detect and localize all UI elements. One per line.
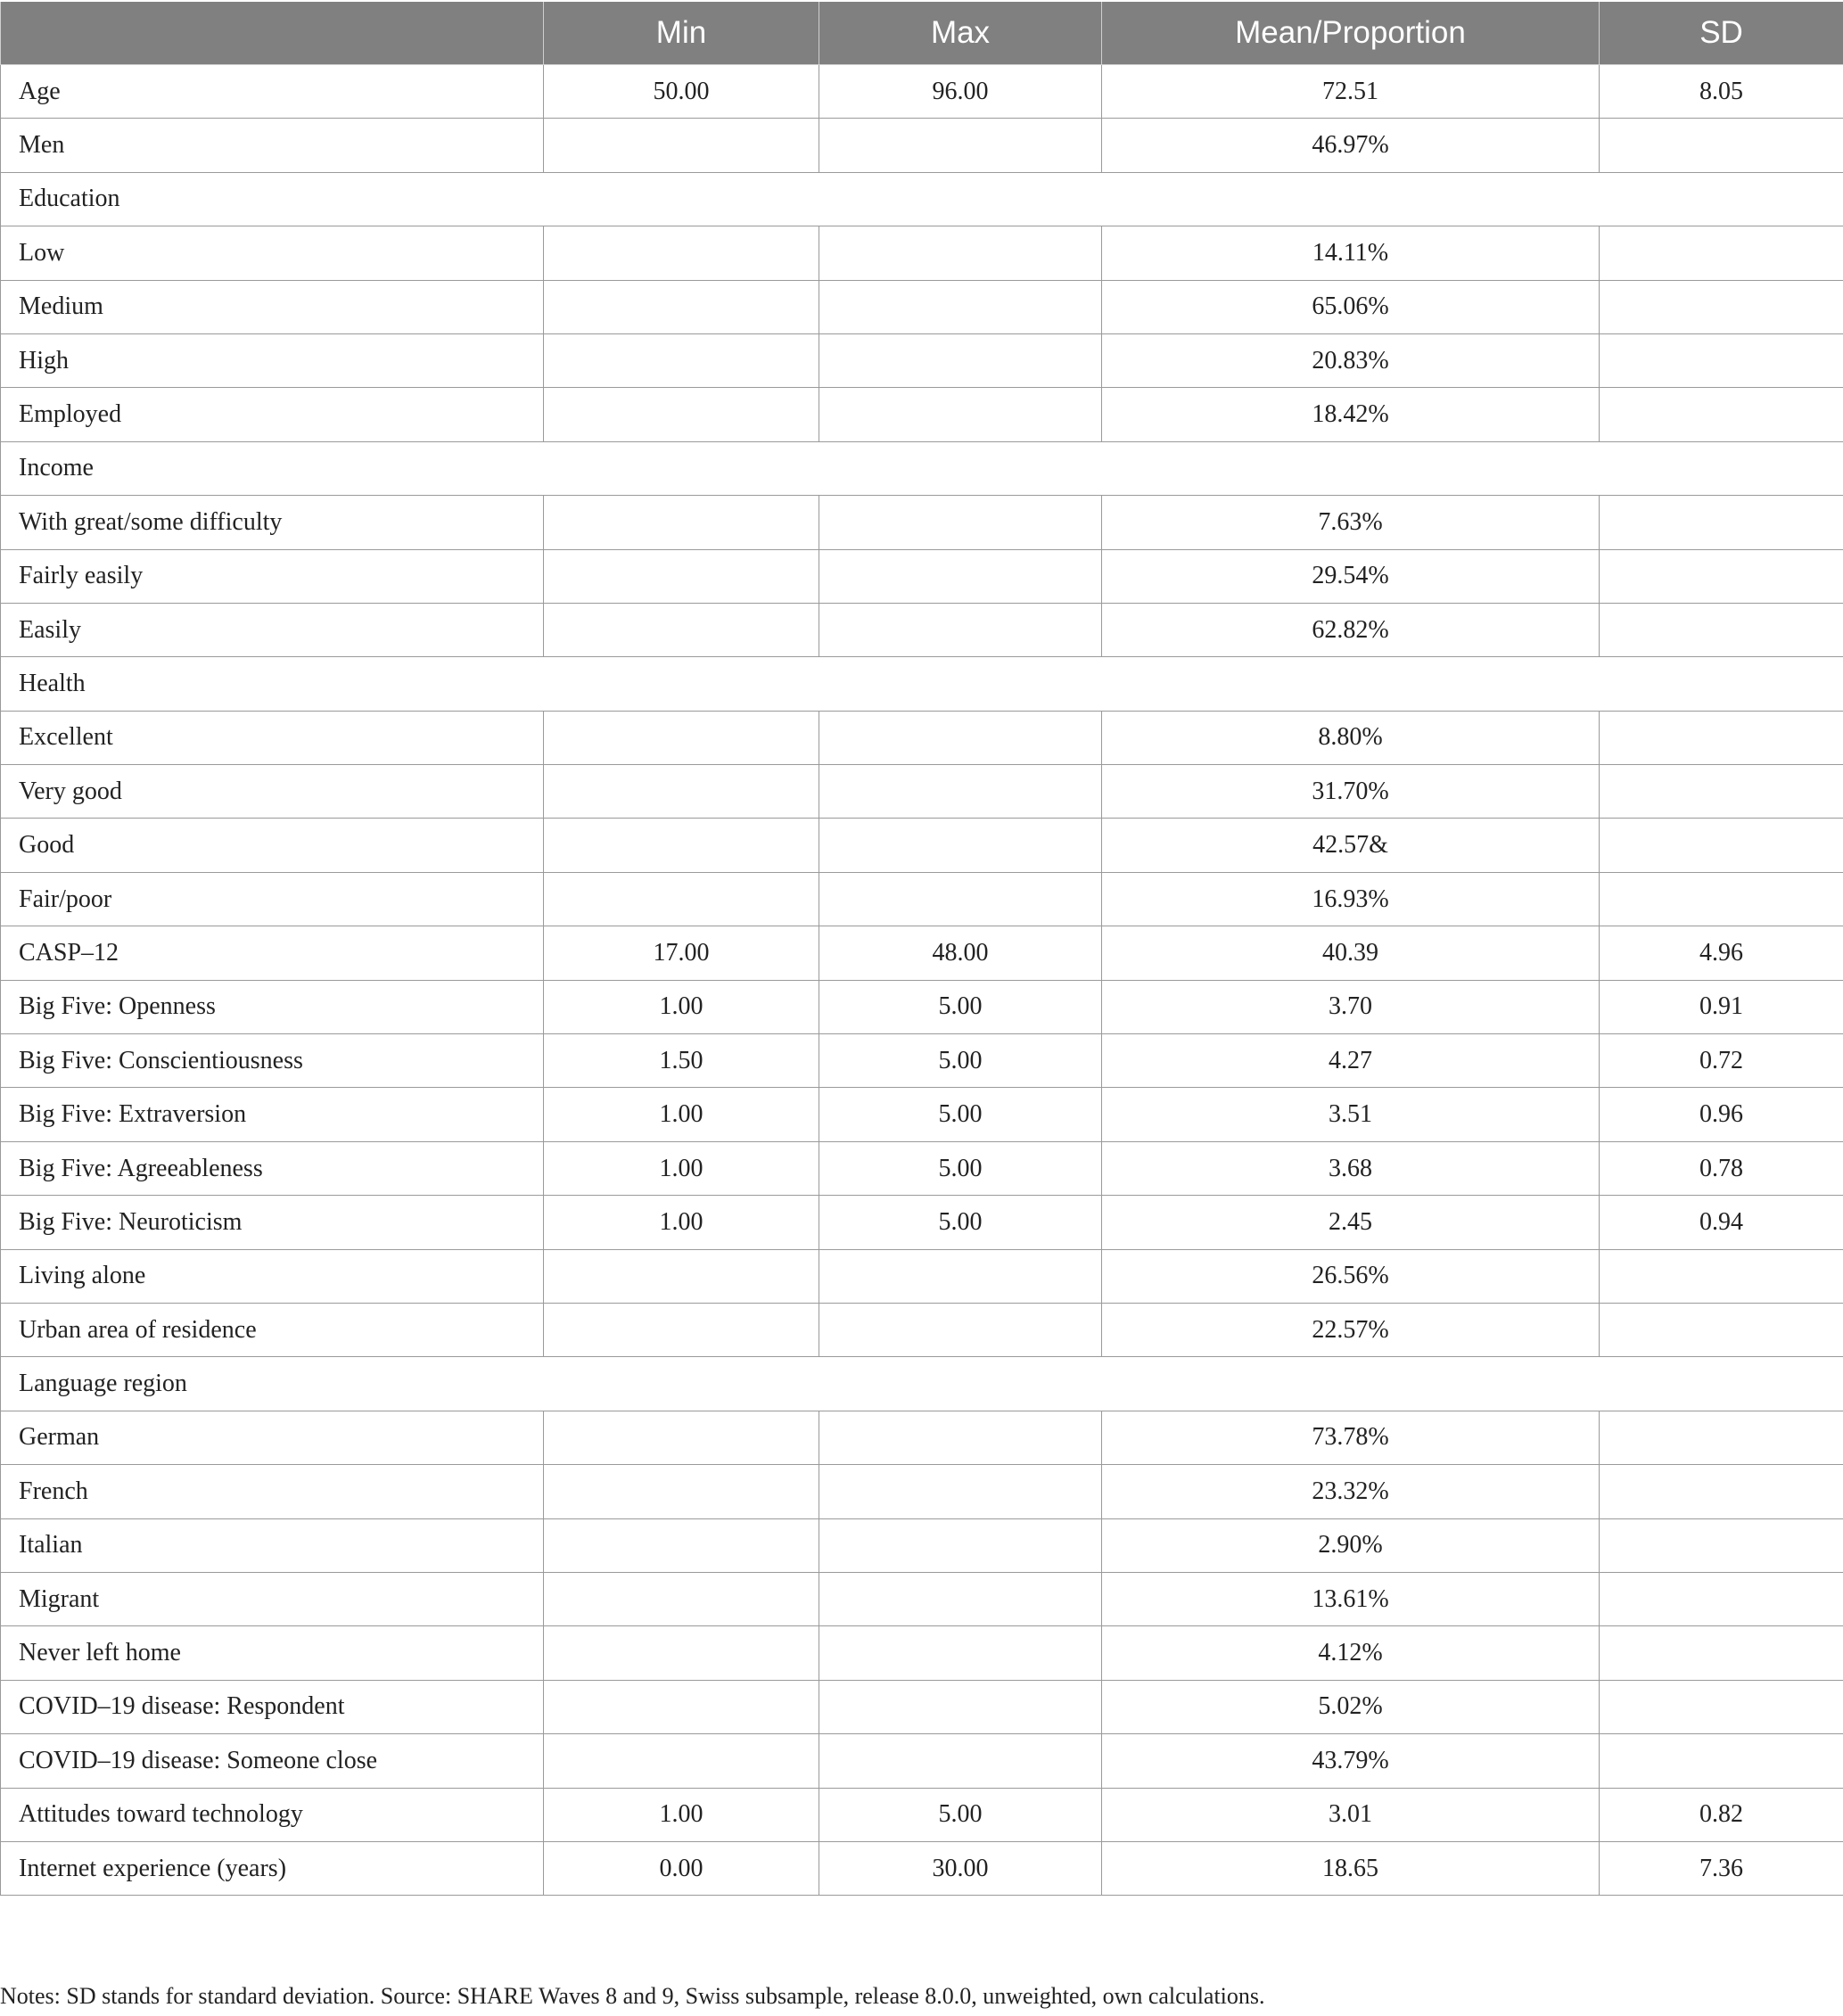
cell-mean-proportion: 73.78% [1102, 1411, 1600, 1464]
table-row [1, 496, 1843, 549]
cell-min [544, 333, 819, 387]
cell-max: 5.00 [819, 1034, 1102, 1088]
cell-min: 1.00 [544, 1196, 819, 1249]
cell-min: 50.00 [544, 65, 819, 119]
cell-max [819, 549, 1102, 603]
row-label: With great/some difficulty [1, 496, 544, 549]
cell-min [544, 388, 819, 441]
table-row [1, 603, 1843, 656]
cell-sd [1600, 765, 1843, 819]
cell-min [544, 1734, 819, 1788]
table-row [1, 711, 1843, 764]
cell-sd: 7.36 [1600, 1841, 1843, 1895]
cell-max: 5.00 [819, 1088, 1102, 1141]
cell-mean-proportion: 18.42% [1102, 388, 1600, 441]
table-row [1, 765, 1843, 819]
cell-max: 48.00 [819, 926, 1102, 980]
cell-mean-proportion: 3.51 [1102, 1088, 1600, 1141]
cell-sd: 0.96 [1600, 1088, 1843, 1141]
cell-max [819, 1572, 1102, 1625]
cell-min [544, 1572, 819, 1625]
row-label: COVID–19 disease: Respondent [1, 1680, 544, 1733]
row-label: German [1, 1411, 544, 1464]
row-label: Big Five: Extraversion [1, 1088, 544, 1141]
header-sd: SD [1600, 2, 1843, 65]
table-row [1, 1303, 1843, 1356]
cell-mean-proportion: 43.79% [1102, 1734, 1600, 1788]
cell-sd [1600, 1303, 1843, 1356]
cell-mean-proportion: 20.83% [1102, 333, 1600, 387]
table-row [1, 1034, 1843, 1088]
cell-min: 1.50 [544, 1034, 819, 1088]
table-body [1, 65, 1843, 1896]
table-row [1, 1141, 1843, 1195]
cell-mean-proportion: 31.70% [1102, 765, 1600, 819]
cell-sd [1600, 226, 1843, 280]
cell-sd [1600, 872, 1843, 926]
cell-mean-proportion: 22.57% [1102, 1303, 1600, 1356]
cell-mean-proportion: 46.97% [1102, 119, 1600, 172]
row-label: High [1, 333, 544, 387]
section-label: Education [1, 172, 1843, 226]
cell-sd [1600, 549, 1843, 603]
cell-min [544, 711, 819, 764]
cell-max: 30.00 [819, 1841, 1102, 1895]
row-label: Italian [1, 1518, 544, 1572]
cell-sd [1600, 1518, 1843, 1572]
cell-max [819, 819, 1102, 872]
cell-max [819, 333, 1102, 387]
cell-min [544, 1626, 819, 1680]
cell-sd [1600, 1572, 1843, 1625]
cell-max [819, 872, 1102, 926]
cell-sd: 0.94 [1600, 1196, 1843, 1249]
cell-mean-proportion: 72.51 [1102, 65, 1600, 119]
row-label: Easily [1, 603, 544, 656]
section-row [1, 657, 1843, 711]
header-row [1, 2, 1843, 65]
header-min: Min [544, 2, 819, 65]
cell-min [544, 765, 819, 819]
section-row [1, 441, 1843, 495]
table-row [1, 333, 1843, 387]
cell-min: 1.00 [544, 1788, 819, 1841]
cell-min [544, 496, 819, 549]
row-label: Low [1, 226, 544, 280]
cell-mean-proportion: 3.70 [1102, 980, 1600, 1033]
table-container [0, 2, 1843, 1896]
cell-min: 0.00 [544, 1841, 819, 1895]
table-row [1, 1518, 1843, 1572]
cell-max: 5.00 [819, 980, 1102, 1033]
cell-mean-proportion: 3.68 [1102, 1141, 1600, 1195]
row-label: Age [1, 65, 544, 119]
cell-mean-proportion: 3.01 [1102, 1788, 1600, 1841]
section-label: Language region [1, 1357, 1843, 1411]
cell-max [819, 1626, 1102, 1680]
cell-min [544, 119, 819, 172]
cell-max [819, 1465, 1102, 1518]
cell-max [819, 496, 1102, 549]
cell-sd: 0.78 [1600, 1141, 1843, 1195]
table-row [1, 1626, 1843, 1680]
table-row [1, 1841, 1843, 1895]
row-label: Excellent [1, 711, 544, 764]
cell-mean-proportion: 16.93% [1102, 872, 1600, 926]
descriptive-statistics-table [0, 2, 1843, 1896]
cell-sd: 8.05 [1600, 65, 1843, 119]
section-row [1, 172, 1843, 226]
cell-max [819, 1680, 1102, 1733]
row-label: Migrant [1, 1572, 544, 1625]
table-row [1, 1249, 1843, 1303]
row-label: Big Five: Conscientiousness [1, 1034, 544, 1088]
cell-max [819, 1734, 1102, 1788]
row-label: Fairly easily [1, 549, 544, 603]
cell-min [544, 603, 819, 656]
header-mean-proportion: Mean/Proportion [1102, 2, 1600, 65]
cell-max [819, 280, 1102, 333]
cell-max: 96.00 [819, 65, 1102, 119]
cell-sd [1600, 711, 1843, 764]
row-label: Employed [1, 388, 544, 441]
row-label: Very good [1, 765, 544, 819]
section-label: Health [1, 657, 1843, 711]
cell-max: 5.00 [819, 1788, 1102, 1841]
cell-max [819, 1518, 1102, 1572]
cell-min: 1.00 [544, 1088, 819, 1141]
cell-min: 1.00 [544, 1141, 819, 1195]
section-label: Income [1, 441, 1843, 495]
cell-mean-proportion: 40.39 [1102, 926, 1600, 980]
cell-mean-proportion: 7.63% [1102, 496, 1600, 549]
table-row [1, 65, 1843, 119]
cell-max [819, 119, 1102, 172]
cell-mean-proportion: 2.90% [1102, 1518, 1600, 1572]
table-row [1, 1572, 1843, 1625]
cell-max: 5.00 [819, 1196, 1102, 1249]
row-label: Men [1, 119, 544, 172]
cell-sd [1600, 1734, 1843, 1788]
table-row [1, 819, 1843, 872]
table-row [1, 280, 1843, 333]
row-label: Attitudes toward technology [1, 1788, 544, 1841]
cell-max [819, 603, 1102, 656]
cell-mean-proportion: 26.56% [1102, 1249, 1600, 1303]
cell-mean-proportion: 14.11% [1102, 226, 1600, 280]
cell-sd [1600, 1626, 1843, 1680]
cell-sd [1600, 1411, 1843, 1464]
cell-mean-proportion: 42.57& [1102, 819, 1600, 872]
cell-min [544, 1249, 819, 1303]
table-row [1, 119, 1843, 172]
cell-sd [1600, 1680, 1843, 1733]
row-label: Big Five: Agreeableness [1, 1141, 544, 1195]
row-label: Good [1, 819, 544, 872]
row-label: Fair/poor [1, 872, 544, 926]
row-label: Big Five: Openness [1, 980, 544, 1033]
cell-mean-proportion: 5.02% [1102, 1680, 1600, 1733]
row-label: Big Five: Neuroticism [1, 1196, 544, 1249]
cell-min [544, 280, 819, 333]
cell-sd: 0.72 [1600, 1034, 1843, 1088]
cell-min [544, 549, 819, 603]
cell-mean-proportion: 13.61% [1102, 1572, 1600, 1625]
header-max: Max [819, 2, 1102, 65]
cell-max [819, 388, 1102, 441]
table-row [1, 388, 1843, 441]
cell-mean-proportion: 8.80% [1102, 711, 1600, 764]
table-row [1, 1196, 1843, 1249]
cell-sd [1600, 388, 1843, 441]
row-label: COVID–19 disease: Someone close [1, 1734, 544, 1788]
cell-max [819, 1411, 1102, 1464]
cell-min: 1.00 [544, 980, 819, 1033]
cell-mean-proportion: 4.27 [1102, 1034, 1600, 1088]
cell-min [544, 872, 819, 926]
cell-mean-proportion: 65.06% [1102, 280, 1600, 333]
table-row [1, 549, 1843, 603]
cell-mean-proportion: 23.32% [1102, 1465, 1600, 1518]
cell-max [819, 1303, 1102, 1356]
header-variable [1, 2, 544, 65]
cell-sd [1600, 1249, 1843, 1303]
cell-sd [1600, 333, 1843, 387]
table-row [1, 1088, 1843, 1141]
cell-max: 5.00 [819, 1141, 1102, 1195]
cell-max [819, 226, 1102, 280]
row-label: CASP–12 [1, 926, 544, 980]
table-notes: Notes: SD stands for standard deviation. Source: SHARE Waves 8 and 9, Swiss subsample, release 8.0.0, unweighted, own calculations. [0, 1983, 1265, 2009]
row-label: French [1, 1465, 544, 1518]
cell-min [544, 1680, 819, 1733]
table-row [1, 926, 1843, 980]
cell-sd [1600, 119, 1843, 172]
cell-max [819, 1249, 1102, 1303]
table-row [1, 226, 1843, 280]
cell-mean-proportion: 62.82% [1102, 603, 1600, 656]
cell-sd: 0.82 [1600, 1788, 1843, 1841]
row-label: Never left home [1, 1626, 544, 1680]
table-row [1, 1465, 1843, 1518]
table-row [1, 1788, 1843, 1841]
table-row [1, 872, 1843, 926]
cell-min [544, 1411, 819, 1464]
row-label: Medium [1, 280, 544, 333]
cell-min [544, 1465, 819, 1518]
cell-mean-proportion: 2.45 [1102, 1196, 1600, 1249]
cell-sd [1600, 603, 1843, 656]
row-label: Internet experience (years) [1, 1841, 544, 1895]
cell-min [544, 819, 819, 872]
cell-mean-proportion: 4.12% [1102, 1626, 1600, 1680]
table-row [1, 1734, 1843, 1788]
table-row [1, 1680, 1843, 1733]
section-row [1, 1357, 1843, 1411]
cell-mean-proportion: 18.65 [1102, 1841, 1600, 1895]
cell-sd [1600, 496, 1843, 549]
row-label: Living alone [1, 1249, 544, 1303]
cell-sd [1600, 1465, 1843, 1518]
table-row [1, 980, 1843, 1033]
cell-min [544, 1303, 819, 1356]
cell-sd: 4.96 [1600, 926, 1843, 980]
row-label: Urban area of residence [1, 1303, 544, 1356]
cell-sd: 0.91 [1600, 980, 1843, 1033]
table-row [1, 1411, 1843, 1464]
cell-max [819, 765, 1102, 819]
cell-min [544, 226, 819, 280]
cell-sd [1600, 280, 1843, 333]
cell-mean-proportion: 29.54% [1102, 549, 1600, 603]
cell-min: 17.00 [544, 926, 819, 980]
cell-max [819, 711, 1102, 764]
cell-min [544, 1518, 819, 1572]
cell-sd [1600, 819, 1843, 872]
